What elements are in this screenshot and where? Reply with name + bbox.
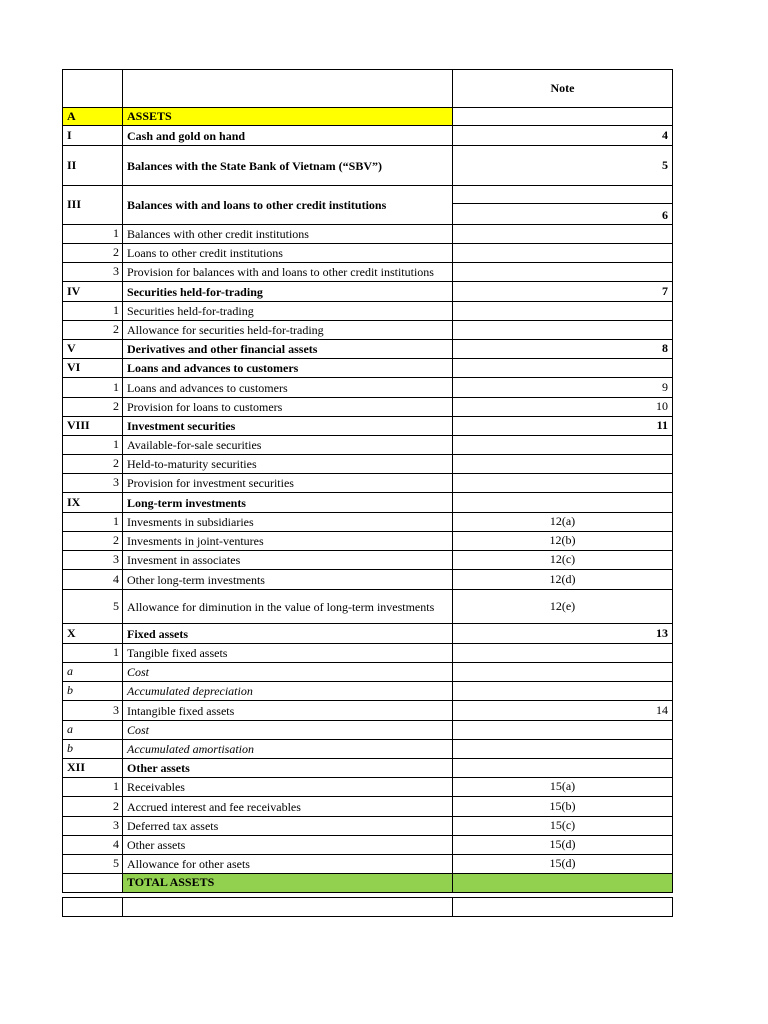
code-cell xyxy=(62,855,122,873)
row-number: 3 xyxy=(113,264,119,278)
row-number: 1 xyxy=(113,779,119,793)
row-label: Provision for balances with and loans to other credit institutions xyxy=(127,265,434,279)
table-row xyxy=(62,263,673,282)
row-code: III xyxy=(67,197,82,211)
code-cell xyxy=(62,455,122,473)
table-row xyxy=(62,797,673,817)
label-cell xyxy=(122,302,452,320)
code-cell xyxy=(62,244,122,262)
code-cell xyxy=(62,644,122,662)
code-cell xyxy=(62,682,122,700)
note-cell xyxy=(452,321,673,339)
row-label: Available-for-sale securities xyxy=(127,438,262,452)
total-assets-label: TOTAL ASSETS xyxy=(127,875,215,889)
row-label: Balances with and loans to other credit institutions xyxy=(127,198,387,212)
row-label: Loans to other credit institutions xyxy=(127,246,283,260)
header-label-cell xyxy=(122,70,452,107)
row-number: 2 xyxy=(113,456,119,470)
row-label: Securities held-for-trading xyxy=(127,284,263,299)
note-cell xyxy=(452,302,673,320)
row-number: 3 xyxy=(113,475,119,489)
empty-code-cell xyxy=(62,898,122,916)
code-cell xyxy=(62,126,122,145)
note-cell xyxy=(452,225,673,243)
code-cell xyxy=(62,570,122,589)
label-cell xyxy=(122,721,452,739)
row-code: X xyxy=(67,626,76,640)
label-cell xyxy=(122,663,452,681)
code-cell xyxy=(62,493,122,512)
row-label: Allowance for securities held-for-trading xyxy=(127,323,324,337)
row-number: 4 xyxy=(113,572,119,586)
header-row xyxy=(62,69,673,108)
label-cell xyxy=(122,513,452,531)
table-row xyxy=(62,455,673,474)
note-cell xyxy=(452,701,673,720)
code-cell xyxy=(62,146,122,185)
note-cell xyxy=(452,778,673,796)
label-cell xyxy=(122,146,452,185)
note-cell xyxy=(452,263,673,281)
row-note: 13 xyxy=(656,626,668,640)
note-column-header: Note xyxy=(550,81,575,95)
row-label: Securities held-for-trading xyxy=(127,304,254,318)
table-row xyxy=(62,721,673,740)
total-note-cell xyxy=(452,874,673,892)
table-row xyxy=(62,146,673,186)
empty-label-cell xyxy=(122,898,452,916)
code-cell xyxy=(62,532,122,550)
label-cell xyxy=(122,244,452,262)
row-label: Invesments in joint-ventures xyxy=(127,534,264,548)
note-cell xyxy=(452,759,673,777)
row-label: Balances with the State Bank of Vietnam (“SBV”) xyxy=(127,158,383,173)
row-number: 5 xyxy=(113,856,119,870)
row-label: Long-term investments xyxy=(127,495,246,510)
row-number: 1 xyxy=(113,380,119,394)
inner-divider xyxy=(453,203,672,204)
row-code: II xyxy=(67,158,77,172)
note-cell xyxy=(452,340,673,358)
row-label: Accumulated amortisation xyxy=(127,742,254,756)
row-label: Balances with other credit institutions xyxy=(127,227,309,241)
row-note: 10 xyxy=(656,399,668,413)
section-code: A xyxy=(67,109,76,123)
row-label: Provision for loans to customers xyxy=(127,400,283,414)
label-cell xyxy=(122,263,452,281)
row-label: Cost xyxy=(127,665,150,679)
label-cell xyxy=(122,644,452,662)
note-cell xyxy=(452,570,673,589)
row-note: 15(d) xyxy=(549,837,576,851)
note-cell xyxy=(452,644,673,662)
note-cell xyxy=(452,513,673,531)
label-cell xyxy=(122,474,452,492)
note-cell xyxy=(452,359,673,377)
note-cell xyxy=(452,244,673,262)
label-cell xyxy=(122,186,452,224)
label-cell xyxy=(122,455,452,473)
section-label-cell xyxy=(122,108,452,125)
row-note: 7 xyxy=(662,284,668,298)
row-code: VI xyxy=(67,360,81,374)
asset-rows xyxy=(62,126,673,874)
note-cell xyxy=(452,493,673,512)
row-label: Loans and advances to customers xyxy=(127,380,288,395)
row-label: Receivables xyxy=(127,780,185,794)
table-row xyxy=(62,513,673,532)
code-cell xyxy=(62,474,122,492)
label-cell xyxy=(122,493,452,512)
row-note: 12(a) xyxy=(549,514,576,528)
code-cell xyxy=(62,701,122,720)
row-note: 5 xyxy=(662,158,668,172)
code-cell xyxy=(62,797,122,816)
code-cell xyxy=(62,551,122,569)
row-label: Provision for investment securities xyxy=(127,476,294,490)
header-note-cell xyxy=(452,70,673,107)
code-cell xyxy=(62,663,122,681)
table-row xyxy=(62,398,673,417)
note-cell xyxy=(452,624,673,643)
note-cell xyxy=(452,398,673,416)
row-note: 15(a) xyxy=(549,779,576,793)
note-cell xyxy=(452,551,673,569)
empty-note-cell xyxy=(452,898,673,916)
label-cell xyxy=(122,701,452,720)
table-row xyxy=(62,682,673,701)
label-cell xyxy=(122,855,452,873)
note-cell xyxy=(452,455,673,473)
row-label: Invesments in subsidiaries xyxy=(127,515,254,529)
row-code: b xyxy=(67,683,73,697)
code-cell xyxy=(62,817,122,835)
row-label: Accrued interest and fee receivables xyxy=(127,799,301,814)
row-code: IV xyxy=(67,284,81,298)
label-cell xyxy=(122,778,452,796)
code-cell xyxy=(62,378,122,397)
table-row xyxy=(62,817,673,836)
row-note: 12(d) xyxy=(549,572,576,586)
row-label: Invesment in associates xyxy=(127,553,241,567)
table-row xyxy=(62,436,673,455)
note-cell xyxy=(452,682,673,700)
row-label: Intangible fixed assets xyxy=(127,703,235,718)
table-row xyxy=(62,186,673,225)
table-row xyxy=(62,836,673,855)
note-cell xyxy=(452,282,673,301)
note-cell xyxy=(452,740,673,758)
row-number: 2 xyxy=(113,322,119,336)
label-cell xyxy=(122,359,452,377)
code-cell xyxy=(62,624,122,643)
row-label: Other assets xyxy=(127,761,190,775)
table-row xyxy=(62,759,673,778)
code-cell xyxy=(62,590,122,623)
section-assets-row xyxy=(62,108,673,126)
row-label: Accumulated depreciation xyxy=(127,684,253,698)
label-cell xyxy=(122,282,452,301)
section-label: ASSETS xyxy=(127,109,172,123)
row-number: 4 xyxy=(113,837,119,851)
note-cell xyxy=(452,474,673,492)
row-number: 1 xyxy=(113,303,119,317)
label-cell xyxy=(122,398,452,416)
row-number: 5 xyxy=(113,599,119,613)
code-cell xyxy=(62,721,122,739)
row-label: Other long-term investments xyxy=(127,572,265,587)
row-note: 15(b) xyxy=(549,799,576,813)
table-row xyxy=(62,126,673,146)
row-note: 15(d) xyxy=(549,856,576,870)
code-cell xyxy=(62,759,122,777)
row-code: b xyxy=(67,741,73,755)
label-cell xyxy=(122,321,452,339)
label-cell xyxy=(122,817,452,835)
note-cell xyxy=(452,436,673,454)
table-row xyxy=(62,590,673,624)
code-cell xyxy=(62,359,122,377)
row-code: IX xyxy=(67,495,81,509)
label-cell xyxy=(122,759,452,777)
label-cell xyxy=(122,624,452,643)
row-label: Fixed assets xyxy=(127,626,188,641)
row-code: a xyxy=(67,664,73,678)
code-cell xyxy=(62,398,122,416)
table-row xyxy=(62,663,673,682)
table-row xyxy=(62,417,673,436)
row-label: Deferred tax assets xyxy=(127,819,219,833)
table-row xyxy=(62,493,673,513)
label-cell xyxy=(122,740,452,758)
label-cell xyxy=(122,797,452,816)
empty-table-row xyxy=(62,897,673,917)
table-row xyxy=(62,778,673,797)
row-label: Cash and gold on hand xyxy=(127,128,246,143)
label-cell xyxy=(122,126,452,145)
row-note: 12(c) xyxy=(549,552,576,566)
code-cell xyxy=(62,186,122,224)
code-cell xyxy=(62,778,122,796)
table-row xyxy=(62,644,673,663)
table-row xyxy=(62,340,673,359)
row-note: 14 xyxy=(656,703,668,717)
label-cell xyxy=(122,340,452,358)
section-code-cell xyxy=(62,108,122,125)
row-label: Cost xyxy=(127,723,150,737)
code-cell xyxy=(62,513,122,531)
code-cell xyxy=(62,302,122,320)
row-number: 1 xyxy=(113,437,119,451)
table-row xyxy=(62,302,673,321)
code-cell xyxy=(62,321,122,339)
total-label-cell xyxy=(122,874,452,892)
table-row xyxy=(62,282,673,302)
row-number: 3 xyxy=(113,818,119,832)
row-label: Held-to-maturity securities xyxy=(127,457,257,471)
note-cell xyxy=(452,721,673,739)
row-label: Investment securities xyxy=(127,419,236,433)
label-cell xyxy=(122,590,452,623)
row-number: 3 xyxy=(113,703,119,717)
note-cell xyxy=(452,590,673,623)
header-code-cell xyxy=(62,70,122,107)
row-note: 12(b) xyxy=(549,533,576,547)
row-number: 1 xyxy=(113,226,119,240)
code-cell xyxy=(62,263,122,281)
row-number: 1 xyxy=(113,514,119,528)
row-number: 3 xyxy=(113,552,119,566)
total-code-cell xyxy=(62,874,122,892)
note-cell xyxy=(452,855,673,873)
table-row xyxy=(62,225,673,244)
row-note: 4 xyxy=(662,128,668,142)
label-cell xyxy=(122,378,452,397)
note-cell xyxy=(452,378,673,397)
table-row xyxy=(62,474,673,493)
code-cell xyxy=(62,836,122,854)
note-cell xyxy=(452,186,673,224)
table-row xyxy=(62,244,673,263)
row-label: Allowance for diminution in the value of long-term investments xyxy=(127,599,435,614)
row-label: Tangible fixed assets xyxy=(127,646,228,660)
total-assets-row xyxy=(62,874,673,893)
label-cell xyxy=(122,551,452,569)
label-cell xyxy=(122,532,452,550)
label-cell xyxy=(122,836,452,854)
row-code: V xyxy=(67,341,76,355)
section-note-cell xyxy=(452,108,673,125)
row-code: VIII xyxy=(67,418,90,432)
label-cell xyxy=(122,417,452,435)
code-cell xyxy=(62,225,122,243)
table-row xyxy=(62,321,673,340)
row-note: 8 xyxy=(662,341,668,355)
row-code: XII xyxy=(67,760,86,774)
code-cell xyxy=(62,740,122,758)
table-row xyxy=(62,378,673,398)
code-cell xyxy=(62,340,122,358)
table-row xyxy=(62,570,673,590)
row-number: 2 xyxy=(113,245,119,259)
code-cell xyxy=(62,282,122,301)
row-label: Allowance for other asets xyxy=(127,857,250,871)
row-label: Loans and advances to customers xyxy=(127,361,299,375)
code-cell xyxy=(62,417,122,435)
row-number: 2 xyxy=(113,533,119,547)
row-label: Derivatives and other financial assets xyxy=(127,342,318,356)
row-note: 12(e) xyxy=(549,599,576,613)
note-cell xyxy=(452,417,673,435)
row-label: Other assets xyxy=(127,838,186,852)
table-row xyxy=(62,551,673,570)
balance-sheet-table xyxy=(62,69,673,893)
note-cell xyxy=(452,817,673,835)
table-row xyxy=(62,624,673,644)
label-cell xyxy=(122,682,452,700)
label-cell xyxy=(122,436,452,454)
row-number: 1 xyxy=(113,645,119,659)
row-note: 9 xyxy=(662,380,668,394)
table-row xyxy=(62,740,673,759)
row-number: 2 xyxy=(113,799,119,813)
code-cell xyxy=(62,436,122,454)
table-row xyxy=(62,855,673,874)
table-row xyxy=(62,532,673,551)
note-cell xyxy=(452,797,673,816)
row-number: 2 xyxy=(113,399,119,413)
note-cell xyxy=(452,663,673,681)
row-note: 6 xyxy=(662,208,668,222)
note-cell xyxy=(452,532,673,550)
note-cell xyxy=(452,836,673,854)
table-row xyxy=(62,359,673,378)
row-code: I xyxy=(67,128,72,142)
label-cell xyxy=(122,570,452,589)
row-note: 15(c) xyxy=(549,818,576,832)
note-cell xyxy=(452,146,673,185)
row-code: a xyxy=(67,722,73,736)
note-cell xyxy=(452,126,673,145)
label-cell xyxy=(122,225,452,243)
row-note: 11 xyxy=(656,418,668,432)
table-row xyxy=(62,701,673,721)
